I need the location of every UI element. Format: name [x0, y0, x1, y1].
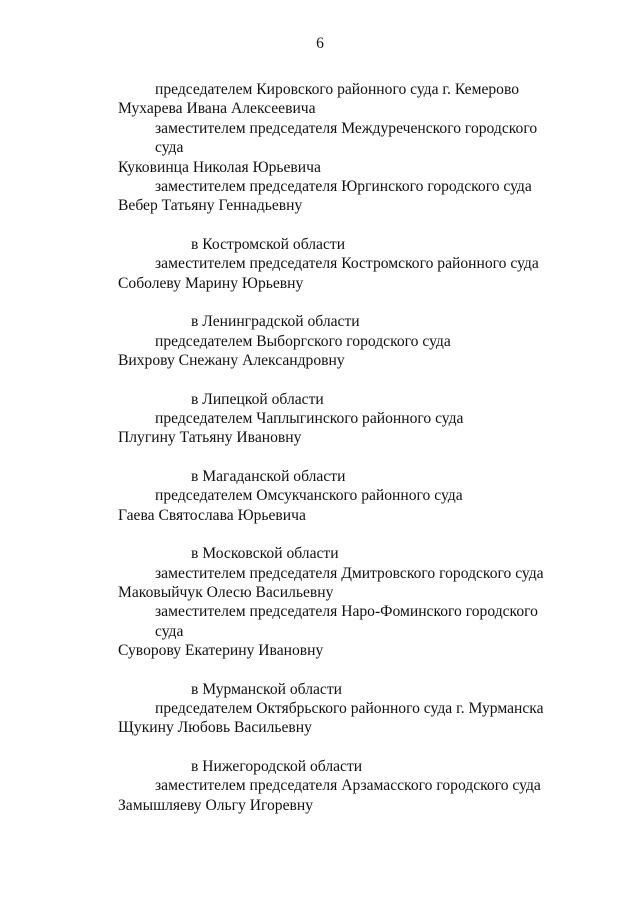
person-name: Гаева Святослава Юрьевича: [118, 507, 306, 524]
person-name: Щукину Любовь Васильевну: [118, 719, 312, 736]
region-heading: в Костромской области: [191, 236, 346, 253]
position-line: заместителем председателя Арзамасского городского суда: [155, 777, 541, 794]
person-name: Куковинца Николая Юрьевича: [118, 159, 321, 176]
page-number: 6: [316, 35, 324, 52]
position-line: заместителем председателя Дмитровского городского суда: [155, 565, 544, 582]
person-name: Маковыйчук Олесю Васильевну: [118, 584, 334, 601]
person-name: Замышляеву Ольгу Игоревну: [118, 797, 314, 814]
person-name: Суворову Екатерину Ивановну: [118, 642, 324, 659]
region-heading: в Нижегородской области: [191, 758, 363, 775]
position-line: председателем Омсукчанского районного суда: [155, 487, 463, 504]
position-line: председателем Чаплыгинского районного суда: [155, 410, 464, 427]
position-line: суда: [155, 139, 184, 156]
position-line: председателем Выборгского городского суда: [155, 333, 451, 350]
person-name: Соболеву Марину Юрьевну: [118, 275, 304, 292]
person-name: Вихрову Снежану Александровну: [118, 352, 345, 369]
position-line: заместителем председателя Костромского районного суда: [155, 255, 539, 272]
position-line: суда: [155, 623, 184, 640]
person-name: Вебер Татьяну Геннадьевну: [118, 197, 303, 214]
region-heading: в Ленинградской области: [191, 313, 360, 330]
region-heading: в Магаданской области: [191, 468, 346, 485]
position-line: заместителем председателя Юргинского городского суда: [155, 178, 532, 195]
person-name: Мухарева Ивана Алексеевича: [118, 100, 316, 117]
position-line: заместителем председателя Междуреченского городского: [155, 120, 538, 137]
region-heading: в Московской области: [191, 545, 339, 562]
position-line: председателем Кировского районного суда г. Кемерово: [155, 81, 520, 98]
region-heading: в Липецкой области: [191, 391, 324, 408]
region-heading: в Мурманской области: [191, 681, 342, 698]
position-line: председателем Октябрьского районного суда г. Мурманска: [155, 700, 544, 717]
person-name: Плугину Татьяну Ивановну: [118, 429, 302, 446]
position-line: заместителем председателя Наро-Фоминского городского: [155, 603, 538, 620]
